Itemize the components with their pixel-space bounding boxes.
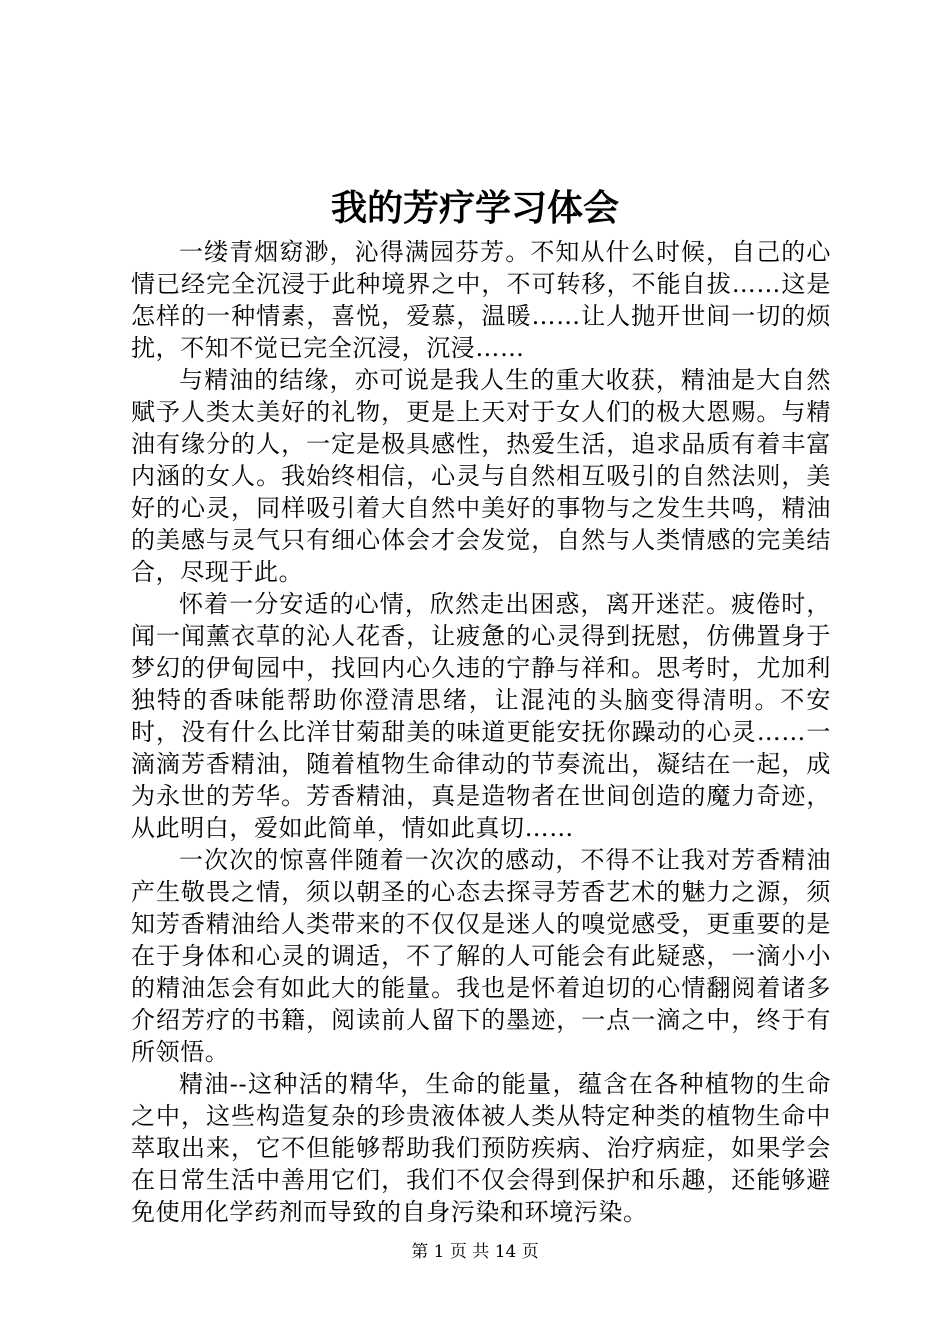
paragraph-3: 怀着一分安适的心情，欣然走出困惑，离开迷茫。疲倦时，闻一闻薰衣草的沁人花香，让疲惫的心灵得到抚慰，仿佛置身于梦幻的伊甸园中，找回内心久违的宁静与祥和。思考时，尤加利独特的香味能帮助你澄清思绪，让混沌的头脑变得清明。不安时，没有什么比洋甘菊甜美的味道更能安抚你躁动的心灵……一滴滴芳香精油，随着植物生命律动的节奏流出，凝结在一起，成为永世的芳华。芳香精油，真是造物者在世间创造的魔力奇迹，从此明白，爱如此简单，情如此真切…… [131,590,831,842]
document-body [131,236,831,1228]
page-number-footer: 第 1 页 共 14 页 [411,1242,539,1262]
paragraph-5: 精油--这种活的精华，生命的能量，蕴含在各种植物的生命之中，这些构造复杂的珍贵液体被人类从特定种类的植物生命中萃取出来，它不但能够帮助我们预防疾病、治疗病症，如果学会在日常生活中善用它们，我们不仅会得到保护和乐趣，还能够避免使用化学药剂而导致的自身污染和环境污染。 [131,1070,831,1226]
paragraph-4: 一次次的惊喜伴随着一次次的感动，不得不让我对芳香精油产生敬畏之情，须以朝圣的心态去探寻芳香艺术的魅力之源，须知芳香精油给人类带来的不仅仅是迷人的嗅觉感受，更重要的是在于身体和心灵的调适，不了解的人可能会有此疑惑，一滴小小的精油怎会有如此大的能量。我也是怀着迫切的心情翻阅着诸多介绍芳疗的书籍，阅读前人留下的墨迹，一点一滴之中，终于有所领悟。 [131,846,831,1066]
paragraph-1: 一缕青烟窈渺，沁得满园芬芳。不知从什么时候，自己的心情已经完全沉浸于此种境界之中，不可转移，不能自拔……这是怎样的一种情素，喜悦，爱慕，温暖……让人抛开世间一切的烦扰，不知不觉已完全沉浸，沉浸…… [131,238,831,362]
document-title: 我的芳疗学习体会 [330,187,619,229]
paragraph-2: 与精油的结缘，亦可说是我人生的重大收获，精油是大自然赋予人类太美好的礼物，更是上天对于女人们的极大恩赐。与精油有缘分的人，一定是极具感性，热爱生活，追求品质有着丰富内涵的女人。我始终相信，心灵与自然相互吸引的自然法则，美好的心灵，同样吸引着大自然中美好的事物与之发生共鸣，精油的美感与灵气只有细心体会才会发觉，自然与人类情感的完美结合，尽现于此。 [131,366,831,586]
